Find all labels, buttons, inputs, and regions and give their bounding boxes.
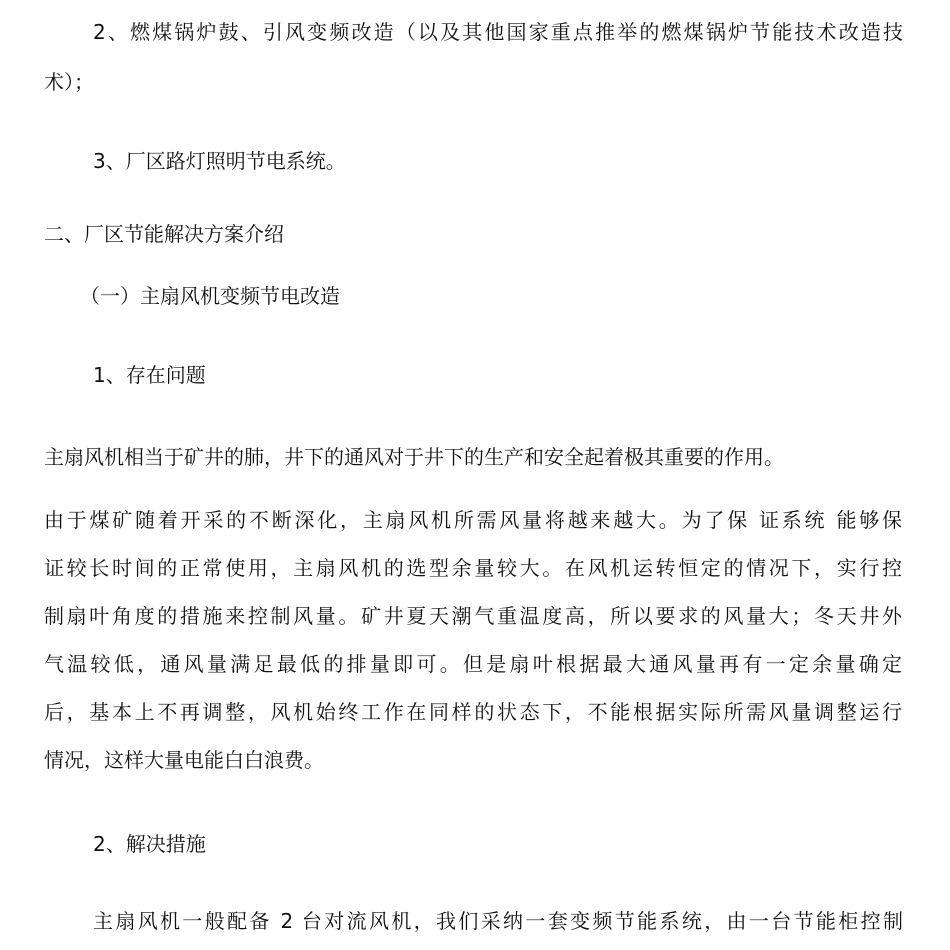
list-item-2-continuation: 术）； — [44, 70, 94, 94]
sub-item-heading-1: 1、存在问题 — [93, 363, 206, 387]
paragraph-line: 证较长时间的正常使用，主扇风机的选型余量较大。在风机运转恒定的情况下，实行控 — [44, 556, 902, 580]
subsection-heading: （一）主扇风机变频节电改造 — [80, 284, 340, 308]
list-item-3: 3、厂区路灯照明节电系统。 — [93, 149, 346, 173]
paragraph-line: 主扇风机相当于矿井的肺，井下的通风对于井下的生产和安全起着极其重要的作用。 — [44, 445, 784, 469]
sub-item-heading-2: 2、解决措施 — [93, 832, 206, 856]
paragraph-line: 主扇风机一般配备 2 台对流风机，我们采纳一套变频节能系统，由一台节能柜控制 — [93, 909, 903, 933]
section-heading: 二、厂区节能解决方案介绍 — [44, 222, 284, 246]
paragraph-line: 后，基本上不再调整，风机始终工作在同样的状态下，不能根据实际所需风量调整运行 — [44, 700, 902, 724]
list-item-2: 2、燃煤锅炉鼓、引风变频改造（以及其他国家重点推举的燃煤锅炉节能技术改造技 — [93, 20, 903, 44]
paragraph-line: 情况，这样大量电能白白浪费。 — [44, 748, 324, 772]
paragraph-line: 由于煤矿随着开采的不断深化，主扇风机所需风量将越来越大。为了保 证系统 能够保 — [44, 508, 902, 532]
paragraph-line: 制扇叶角度的措施来控制风量。矿井夏天潮气重温度高，所以要求的风量大；冬天井外 — [44, 604, 902, 628]
paragraph-line: 气温较低，通风量满足最低的排量即可。但是扇叶根据最大通风量再有一定余量确定 — [44, 652, 902, 676]
